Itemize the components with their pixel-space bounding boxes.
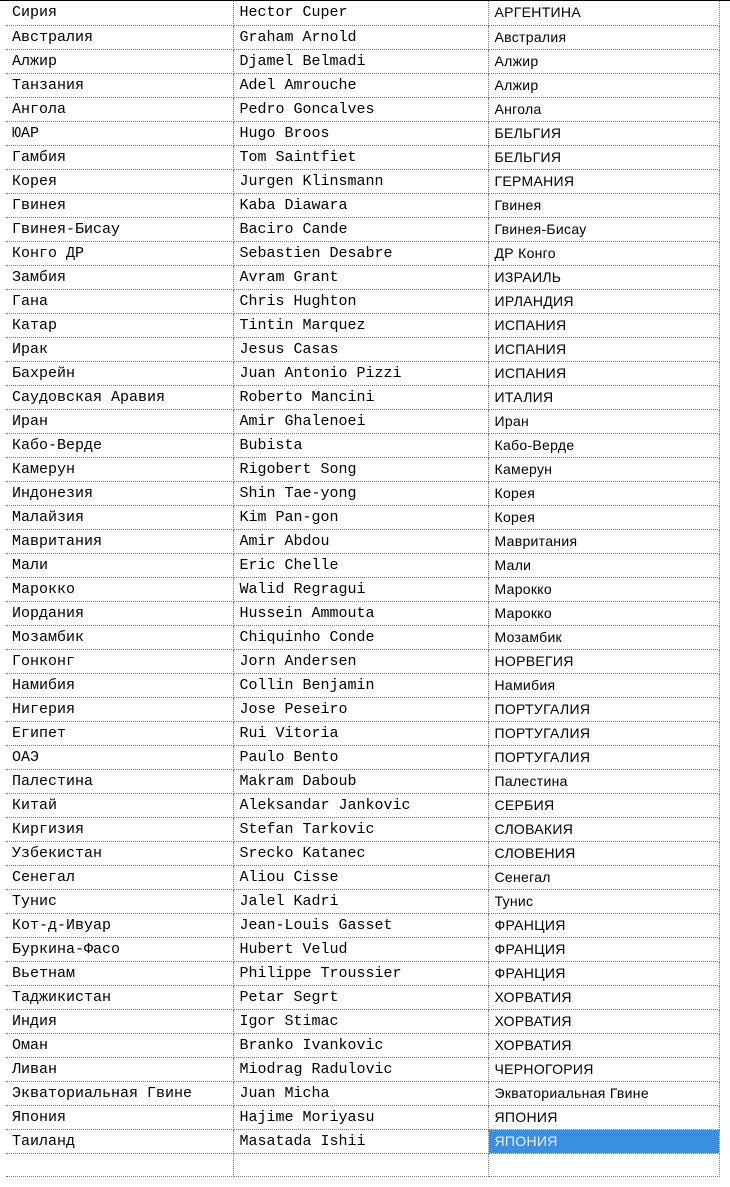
- cell-country[interactable]: Мозамбик: [6, 625, 233, 649]
- cell-country[interactable]: Марокко: [6, 577, 233, 601]
- cell-country[interactable]: Узбекистан: [6, 841, 233, 865]
- cell-coach-nationality[interactable]: ФРАНЦИЯ: [488, 961, 719, 985]
- cell-coach-nationality[interactable]: Камерун: [488, 457, 719, 481]
- cell-coach[interactable]: Philippe Troussier: [233, 961, 488, 985]
- table-row: [6, 481, 719, 505]
- table-row: [6, 625, 719, 649]
- table-row: [6, 865, 719, 889]
- cell-coach[interactable]: Jean-Louis Gasset: [233, 913, 488, 937]
- table-row: [6, 241, 719, 265]
- cell-coach[interactable]: Hajime Moriyasu: [233, 1105, 488, 1129]
- cell-coach[interactable]: Hugo Broos: [233, 121, 488, 145]
- cell-coach-nationality[interactable]: ИРЛАНДИЯ: [488, 289, 719, 313]
- cell-coach[interactable]: Masatada Ishii: [233, 1129, 488, 1153]
- table-row: [6, 457, 719, 481]
- table-row: [6, 385, 719, 409]
- cell-country[interactable]: Бахрейн: [6, 361, 233, 385]
- cell-coach-nationality[interactable]: ИЗРАИЛЬ: [488, 265, 719, 289]
- table-row: [6, 337, 719, 361]
- table-row: [6, 1081, 719, 1105]
- cell-country[interactable]: Замбия: [6, 265, 233, 289]
- cell-coach-nationality[interactable]: Алжир: [488, 49, 719, 73]
- cell-coach-nationality[interactable]: ИСПАНИЯ: [488, 337, 719, 361]
- spreadsheet-grid: [6, 1, 720, 1177]
- cell-coach[interactable]: Rigobert Song: [233, 457, 488, 481]
- cell-coach-nationality[interactable]: ЯПОНИЯ: [488, 1105, 719, 1129]
- cell-coach-nationality[interactable]: Кабо-Верде: [488, 433, 719, 457]
- table-row: [6, 745, 719, 769]
- table-row: [6, 217, 719, 241]
- empty-row: [6, 1153, 719, 1176]
- cell-country[interactable]: Таиланд: [6, 1129, 233, 1153]
- cell-coach-nationality[interactable]: ХОРВАТИЯ: [488, 985, 719, 1009]
- table-row: [6, 169, 719, 193]
- cell-country[interactable]: ОАЭ: [6, 745, 233, 769]
- cell-coach-nationality[interactable]: ПОРТУГАЛИЯ: [488, 745, 719, 769]
- cell-country[interactable]: Китай: [6, 793, 233, 817]
- cell-country[interactable]: Гамбия: [6, 145, 233, 169]
- cell-coach-nationality[interactable]: Палестина: [488, 769, 719, 793]
- table-row: [6, 1129, 719, 1153]
- cell-country[interactable]: Камерун: [6, 457, 233, 481]
- cell-coach[interactable]: Chiquinho Conde: [233, 625, 488, 649]
- cell-coach-nationality[interactable]: Марокко: [488, 577, 719, 601]
- cell-country[interactable]: Мали: [6, 553, 233, 577]
- table-row: [6, 553, 719, 577]
- cell-coach-nationality[interactable]: ЧЕРНОГОРИЯ: [488, 1057, 719, 1081]
- cell-coach-nationality[interactable]: ФРАНЦИЯ: [488, 937, 719, 961]
- table-row: [6, 409, 719, 433]
- cell-country[interactable]: Экваториальная Гвине: [6, 1081, 233, 1105]
- cell-coach[interactable]: Shin Tae-yong: [233, 481, 488, 505]
- cell-coach[interactable]: Sebastien Desabre: [233, 241, 488, 265]
- table-row: [6, 121, 719, 145]
- cell-coach[interactable]: Stefan Tarkovic: [233, 817, 488, 841]
- cell-country[interactable]: Палестина: [6, 769, 233, 793]
- cell-coach[interactable]: Igor Stimac: [233, 1009, 488, 1033]
- cell-country[interactable]: Гана: [6, 289, 233, 313]
- cell-coach-nationality[interactable]: Марокко: [488, 601, 719, 625]
- empty-cell[interactable]: [233, 1153, 488, 1176]
- cell-coach[interactable]: Srecko Katanec: [233, 841, 488, 865]
- cell-country[interactable]: Намибия: [6, 673, 233, 697]
- table-row: [6, 193, 719, 217]
- cell-coach[interactable]: Hussein Ammouta: [233, 601, 488, 625]
- cell-coach-nationality[interactable]: Корея: [488, 481, 719, 505]
- cell-country[interactable]: Ангола: [6, 97, 233, 121]
- cell-coach-nationality[interactable]: СЛОВЕНИЯ: [488, 841, 719, 865]
- cell-coach[interactable]: Bubista: [233, 433, 488, 457]
- table-row: [6, 721, 719, 745]
- table-row: [6, 1105, 719, 1129]
- cell-coach-nationality[interactable]: ИСПАНИЯ: [488, 313, 719, 337]
- cell-country[interactable]: Саудовская Аравия: [6, 385, 233, 409]
- cell-coach-nationality[interactable]: Ангола: [488, 97, 719, 121]
- table-row: [6, 601, 719, 625]
- empty-cell[interactable]: [6, 1153, 233, 1176]
- table-row: [6, 1, 719, 25]
- grid-body: [6, 1, 719, 1176]
- table-row: [6, 841, 719, 865]
- cell-coach-nationality[interactable]: Мавритания: [488, 529, 719, 553]
- cell-country[interactable]: Танзания: [6, 73, 233, 97]
- cell-country[interactable]: Тунис: [6, 889, 233, 913]
- cell-coach-nationality[interactable]: ПОРТУГАЛИЯ: [488, 697, 719, 721]
- cell-coach[interactable]: Roberto Mancini: [233, 385, 488, 409]
- table-row: [6, 649, 719, 673]
- cell-coach[interactable]: Jorn Andersen: [233, 649, 488, 673]
- cell-coach[interactable]: Kaba Diawara: [233, 193, 488, 217]
- table-row: [6, 937, 719, 961]
- cell-country[interactable]: Япония: [6, 1105, 233, 1129]
- cell-coach[interactable]: Amir Ghalenoei: [233, 409, 488, 433]
- cell-coach[interactable]: Aleksandar Jankovic: [233, 793, 488, 817]
- cell-country[interactable]: Ливан: [6, 1057, 233, 1081]
- cell-country[interactable]: Индия: [6, 1009, 233, 1033]
- cell-coach-nationality[interactable]: Алжир: [488, 73, 719, 97]
- cell-coach[interactable]: Chris Hughton: [233, 289, 488, 313]
- cell-coach[interactable]: Amir Abdou: [233, 529, 488, 553]
- cell-coach[interactable]: Avram Grant: [233, 265, 488, 289]
- table-row: [6, 817, 719, 841]
- table-row: [6, 313, 719, 337]
- cell-country[interactable]: Вьетнам: [6, 961, 233, 985]
- cell-coach-nationality[interactable]: ДР Конго: [488, 241, 719, 265]
- table-row: [6, 1033, 719, 1057]
- cell-coach-nationality[interactable]: ГЕРМАНИЯ: [488, 169, 719, 193]
- table-row: [6, 673, 719, 697]
- cell-coach[interactable]: Tintin Marquez: [233, 313, 488, 337]
- cell-coach-nationality[interactable]: ИТАЛИЯ: [488, 385, 719, 409]
- cell-coach-nationality[interactable]: ФРАНЦИЯ: [488, 913, 719, 937]
- cell-country[interactable]: Сирия: [6, 1, 233, 25]
- cell-country[interactable]: Конго ДР: [6, 241, 233, 265]
- cell-coach-nationality[interactable]: Австралия: [488, 25, 719, 49]
- cell-country[interactable]: Алжир: [6, 49, 233, 73]
- table-row: [6, 1057, 719, 1081]
- cell-country[interactable]: Нигерия: [6, 697, 233, 721]
- cell-coach-nationality[interactable]: Сенегал: [488, 865, 719, 889]
- cell-country[interactable]: Мавритания: [6, 529, 233, 553]
- selected-cell-coach-nationality[interactable]: ЯПОНИЯ: [488, 1129, 719, 1153]
- cell-coach[interactable]: Makram Daboub: [233, 769, 488, 793]
- table-row: [6, 73, 719, 97]
- cell-coach[interactable]: Hubert Velud: [233, 937, 488, 961]
- cell-country[interactable]: Гвинея: [6, 193, 233, 217]
- cell-coach-nationality[interactable]: НОРВЕГИЯ: [488, 649, 719, 673]
- cell-country[interactable]: Гонконг: [6, 649, 233, 673]
- cell-coach[interactable]: Jose Peseiro: [233, 697, 488, 721]
- table-row: [6, 505, 719, 529]
- cell-coach[interactable]: Aliou Cisse: [233, 865, 488, 889]
- cell-country[interactable]: Австралия: [6, 25, 233, 49]
- cell-country[interactable]: Египет: [6, 721, 233, 745]
- cell-coach-nationality[interactable]: БЕЛЬГИЯ: [488, 121, 719, 145]
- cell-coach[interactable]: Eric Chelle: [233, 553, 488, 577]
- cell-country[interactable]: Иордания: [6, 601, 233, 625]
- cell-coach[interactable]: Juan Antonio Pizzi: [233, 361, 488, 385]
- cell-country[interactable]: Киргизия: [6, 817, 233, 841]
- table-row: [6, 961, 719, 985]
- table-row: [6, 49, 719, 73]
- cell-coach-nationality[interactable]: Экваториальная Гвине: [488, 1081, 719, 1105]
- cell-coach-nationality[interactable]: Тунис: [488, 889, 719, 913]
- table-row: [6, 265, 719, 289]
- cell-coach-nationality[interactable]: ХОРВАТИЯ: [488, 1033, 719, 1057]
- cell-coach-nationality[interactable]: СЛОВАКИЯ: [488, 817, 719, 841]
- cell-country[interactable]: Катар: [6, 313, 233, 337]
- table-row: [6, 913, 719, 937]
- cell-coach[interactable]: Jesus Casas: [233, 337, 488, 361]
- table-row: [6, 769, 719, 793]
- cell-coach[interactable]: Pedro Goncalves: [233, 97, 488, 121]
- cell-coach[interactable]: Hector Cuper: [233, 1, 488, 25]
- table-row: [6, 361, 719, 385]
- cell-coach[interactable]: Juan Micha: [233, 1081, 488, 1105]
- cell-country[interactable]: Ирак: [6, 337, 233, 361]
- table-row: [6, 889, 719, 913]
- cell-country[interactable]: Индонезия: [6, 481, 233, 505]
- cell-country[interactable]: Буркина-Фасо: [6, 937, 233, 961]
- cell-country[interactable]: Корея: [6, 169, 233, 193]
- cell-coach-nationality[interactable]: Мали: [488, 553, 719, 577]
- cell-country[interactable]: Таджикистан: [6, 985, 233, 1009]
- cell-country[interactable]: Сенегал: [6, 865, 233, 889]
- table-row: [6, 1009, 719, 1033]
- cell-coach-nationality[interactable]: ХОРВАТИЯ: [488, 1009, 719, 1033]
- empty-cell[interactable]: [488, 1153, 719, 1176]
- cell-coach[interactable]: Miodrag Radulovic: [233, 1057, 488, 1081]
- cell-coach[interactable]: Paulo Bento: [233, 745, 488, 769]
- cell-country[interactable]: Оман: [6, 1033, 233, 1057]
- cell-coach[interactable]: Branko Ivankovic: [233, 1033, 488, 1057]
- cell-coach-nationality[interactable]: Гвинея-Бисау: [488, 217, 719, 241]
- cell-coach[interactable]: Kim Pan-gon: [233, 505, 488, 529]
- cell-coach-nationality[interactable]: Иран: [488, 409, 719, 433]
- table-row: [6, 985, 719, 1009]
- cell-coach[interactable]: Rui Vitoria: [233, 721, 488, 745]
- cell-country[interactable]: Гвинея-Бисау: [6, 217, 233, 241]
- cell-coach-nationality[interactable]: ПОРТУГАЛИЯ: [488, 721, 719, 745]
- cell-coach[interactable]: Jurgen Klinsmann: [233, 169, 488, 193]
- cell-country[interactable]: Кот-д-Ивуар: [6, 913, 233, 937]
- cell-coach-nationality[interactable]: Мозамбик: [488, 625, 719, 649]
- cell-country[interactable]: Иран: [6, 409, 233, 433]
- cell-coach[interactable]: Tom Saintfiet: [233, 145, 488, 169]
- table-row: [6, 433, 719, 457]
- cell-coach-nationality[interactable]: БЕЛЬГИЯ: [488, 145, 719, 169]
- table-row: [6, 577, 719, 601]
- cell-coach[interactable]: Petar Segrt: [233, 985, 488, 1009]
- cell-coach-nationality[interactable]: ИСПАНИЯ: [488, 361, 719, 385]
- cell-coach-nationality[interactable]: Гвинея: [488, 193, 719, 217]
- cell-coach-nationality[interactable]: АРГЕНТИНА: [488, 1, 719, 25]
- cell-coach[interactable]: Collin Benjamin: [233, 673, 488, 697]
- cell-coach-nationality[interactable]: Корея: [488, 505, 719, 529]
- cell-country[interactable]: Малайзия: [6, 505, 233, 529]
- table-row: [6, 529, 719, 553]
- table-row: [6, 145, 719, 169]
- cell-country[interactable]: Кабо-Верде: [6, 433, 233, 457]
- cell-coach-nationality[interactable]: Намибия: [488, 673, 719, 697]
- table-row: [6, 793, 719, 817]
- cell-country[interactable]: ЮАР: [6, 121, 233, 145]
- table-row: [6, 289, 719, 313]
- cell-coach[interactable]: Djamel Belmadi: [233, 49, 488, 73]
- table-row: [6, 25, 719, 49]
- table-row: [6, 97, 719, 121]
- cell-coach[interactable]: Adel Amrouche: [233, 73, 488, 97]
- table-row: [6, 697, 719, 721]
- cell-coach[interactable]: Walid Regragui: [233, 577, 488, 601]
- cell-coach[interactable]: Baciro Cande: [233, 217, 488, 241]
- cell-coach-nationality[interactable]: СЕРБИЯ: [488, 793, 719, 817]
- cell-coach[interactable]: Jalel Kadri: [233, 889, 488, 913]
- cell-coach[interactable]: Graham Arnold: [233, 25, 488, 49]
